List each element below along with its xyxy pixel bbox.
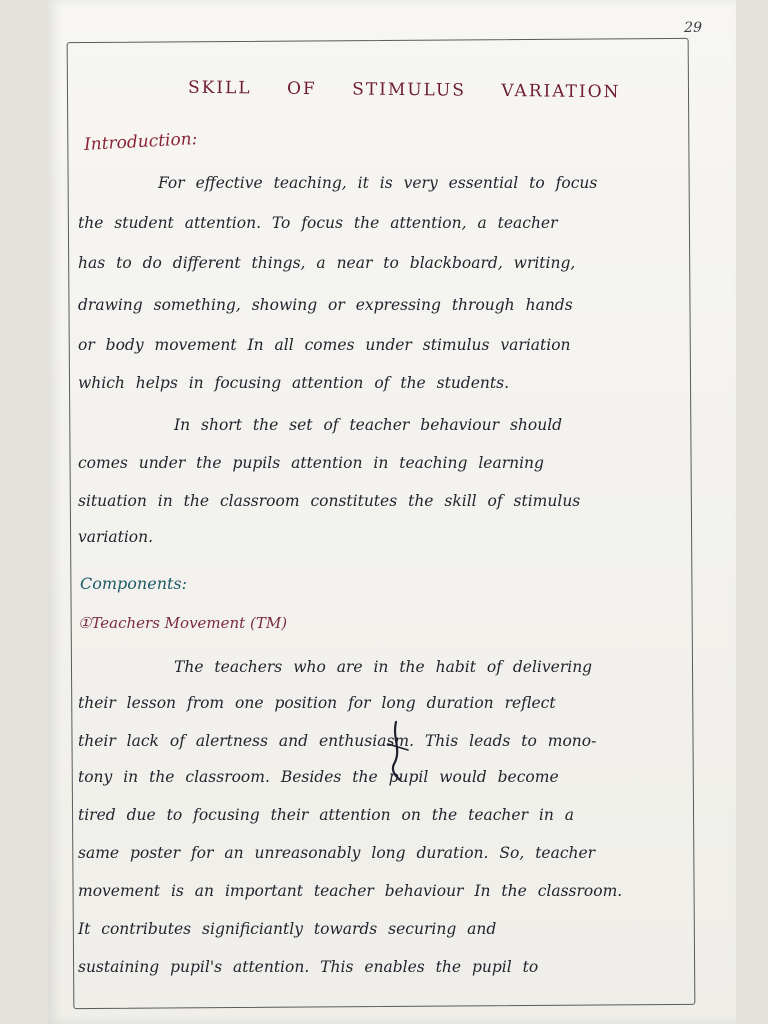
text-line: sustaining pupil's attention. This enables the pupil to [78, 958, 539, 976]
ink-stroke-mark [378, 720, 418, 782]
text-line: their lack of alertness and enthusiasm. This leads to mono- [78, 732, 597, 750]
text-line: It contributes significiantly towards securing and [78, 920, 497, 938]
text-line: their lesson from one position for long duration reflect [78, 694, 556, 712]
page-title: SKILL OF STIMULUS VARIATION [187, 77, 621, 103]
page-number: 29 [684, 20, 702, 36]
text-line: which helps in focusing attention of the students. [78, 374, 509, 392]
text-line: movement is an important teacher behaviour In the classroom. [78, 882, 623, 900]
text-line: drawing something, showing or expressing through hands [78, 296, 573, 314]
text-line: tony in the classroom. Besides the pupil would become [78, 768, 559, 786]
text-line: or body movement In all comes under stimulus variation [78, 336, 571, 354]
introduction-heading: Introduction: [83, 129, 198, 155]
text-line: the student attention. To focus the attention, a teacher [78, 214, 558, 232]
teachers-movement-heading: ①Teachers Movement (TM) [78, 614, 288, 632]
text-line: same poster for an unreasonably long duration. So, teacher [78, 844, 596, 862]
text-line: has to do different things, a near to blackboard, writing, [78, 254, 576, 272]
components-heading: Components: [80, 574, 188, 593]
text-line: For effective teaching, it is very essential to focus [158, 174, 598, 192]
text-line: In short the set of teacher behaviour should [174, 416, 563, 434]
notebook-page [48, 0, 736, 1024]
text-line: tired due to focusing their attention on the teacher in a [78, 806, 575, 824]
text-line: variation. [78, 528, 154, 546]
text-line: comes under the pupils attention in teaching learning [78, 454, 544, 472]
text-line: The teachers who are in the habit of delivering [174, 658, 593, 676]
text-line: situation in the classroom constitutes the skill of stimulus [78, 492, 581, 510]
